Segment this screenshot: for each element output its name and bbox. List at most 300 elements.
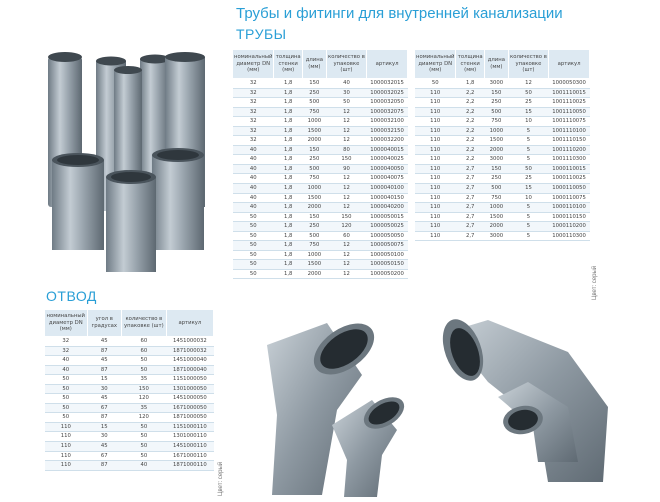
table-cell: 2,2 xyxy=(456,145,484,155)
table-cell: 2,2 xyxy=(456,117,484,127)
table-cell: 1000 xyxy=(484,126,508,136)
elbows-table xyxy=(44,309,214,471)
table-cell: 50 xyxy=(121,422,166,432)
table-row xyxy=(415,155,590,165)
table-row xyxy=(415,184,590,194)
table-cell: 50 xyxy=(415,79,456,89)
table-cell: 110 xyxy=(45,442,88,452)
table-cell: 110 xyxy=(415,88,456,98)
table-row xyxy=(45,432,214,442)
table-cell: 45 xyxy=(87,394,121,404)
elbows-heading: ОТВОД xyxy=(46,288,97,304)
table-cell: 150 xyxy=(326,212,366,222)
table-cell: 50 xyxy=(233,250,274,260)
table-row xyxy=(415,98,590,108)
table-row xyxy=(45,422,214,432)
table-cell: 1,8 xyxy=(274,212,302,222)
table-row xyxy=(415,164,590,174)
table-cell: 50 xyxy=(121,442,166,452)
table-cell: 32 xyxy=(233,136,274,146)
table-cell: 5 xyxy=(508,145,548,155)
table-row xyxy=(233,203,408,213)
table-row xyxy=(415,126,590,136)
table-cell: 250 xyxy=(484,98,508,108)
table-row xyxy=(233,231,408,241)
table-cell: 110 xyxy=(415,174,456,184)
table-cell: 30 xyxy=(326,88,366,98)
table-cell: 2000 xyxy=(302,203,326,213)
table-cell: 35 xyxy=(121,375,166,385)
table-cell: 1,8 xyxy=(274,250,302,260)
table-cell: 1000050100 xyxy=(367,250,408,260)
table-cell: 10 xyxy=(508,193,548,203)
table-row xyxy=(233,155,408,165)
table-cell: 150 xyxy=(302,212,326,222)
table-row xyxy=(233,126,408,136)
table-cell: 1,8 xyxy=(274,260,302,270)
table-cell: 2,7 xyxy=(456,184,484,194)
table-cell: 12 xyxy=(326,193,366,203)
column-header: артикул xyxy=(367,50,408,79)
table-cell: 50 xyxy=(233,231,274,241)
table-cell: 87 xyxy=(87,365,121,375)
table-cell: 110 xyxy=(415,107,456,117)
table-row xyxy=(233,136,408,146)
table-cell: 32 xyxy=(45,337,88,347)
table-cell: 1000032050 xyxy=(367,98,408,108)
table-row xyxy=(415,136,590,146)
column-header: артикул xyxy=(166,310,213,337)
table-cell: 110 xyxy=(45,461,88,471)
table-cell: 32 xyxy=(233,117,274,127)
pipes-heading: ТРУБЫ xyxy=(236,26,287,42)
table-row xyxy=(233,174,408,184)
table-cell: 1000040200 xyxy=(367,203,408,213)
table-cell: 1,8 xyxy=(274,136,302,146)
table-cell: 1500 xyxy=(302,260,326,270)
table-cell: 50 xyxy=(45,403,88,413)
table-cell: 12 xyxy=(326,203,366,213)
table-cell: 2,7 xyxy=(456,164,484,174)
table-row xyxy=(415,79,590,89)
table-cell: 40 xyxy=(326,79,366,89)
table-cell: 1500 xyxy=(302,193,326,203)
table-cell: 1,8 xyxy=(274,241,302,251)
table-cell: 3000 xyxy=(484,155,508,165)
table-cell: 12 xyxy=(326,107,366,117)
table-cell: 1000110100 xyxy=(549,203,590,213)
table-cell: 32 xyxy=(233,98,274,108)
table-cell: 2,2 xyxy=(456,155,484,165)
table-cell: 80 xyxy=(326,145,366,155)
table-cell: 750 xyxy=(302,174,326,184)
table-row xyxy=(233,145,408,155)
column-header: длина (мм) xyxy=(484,50,508,79)
table-cell: 1000050150 xyxy=(367,260,408,270)
table-cell: 50 xyxy=(45,384,88,394)
table-cell: 32 xyxy=(233,107,274,117)
table-cell: 150 xyxy=(484,88,508,98)
table-cell: 45 xyxy=(87,442,121,452)
table-row xyxy=(45,442,214,452)
table-cell: 250 xyxy=(302,88,326,98)
table-cell: 12 xyxy=(326,174,366,184)
table-cell: 32 xyxy=(233,79,274,89)
table-row xyxy=(45,413,214,423)
table-row xyxy=(233,88,408,98)
table-cell: 1301000110 xyxy=(166,432,213,442)
table-cell: 750 xyxy=(484,117,508,127)
table-cell: 110 xyxy=(45,451,88,461)
column-header: толщина стенки (мм) xyxy=(456,50,484,79)
table-header-row xyxy=(45,310,214,337)
table-cell: 1000032100 xyxy=(367,117,408,127)
table-cell: 1001110300 xyxy=(549,155,590,165)
table-cell: 1151000050 xyxy=(166,375,213,385)
table-cell: 1,8 xyxy=(274,184,302,194)
table-row xyxy=(233,250,408,260)
table-row xyxy=(415,222,590,232)
table-cell: 1,8 xyxy=(456,79,484,89)
table-cell: 87 xyxy=(87,346,121,356)
table-cell: 12 xyxy=(326,260,366,270)
table-row xyxy=(233,79,408,89)
table-cell: 1000 xyxy=(302,184,326,194)
table-cell: 1000050300 xyxy=(549,79,590,89)
table-cell: 1001110200 xyxy=(549,145,590,155)
table-row xyxy=(233,164,408,174)
table-cell: 500 xyxy=(302,164,326,174)
table-cell: 2,7 xyxy=(456,222,484,232)
table-cell: 1871000050 xyxy=(166,413,213,423)
table-cell: 2000 xyxy=(302,269,326,279)
table-row xyxy=(415,193,590,203)
table-cell: 1000110015 xyxy=(549,164,590,174)
table-cell: 1451000032 xyxy=(166,337,213,347)
pipes-table-2 xyxy=(414,49,590,241)
table-cell: 40 xyxy=(121,461,166,471)
table-cell: 2,7 xyxy=(456,203,484,213)
table-cell: 750 xyxy=(302,241,326,251)
table-cell: 12 xyxy=(326,269,366,279)
table-cell: 40 xyxy=(233,203,274,213)
table-row xyxy=(233,212,408,222)
table-cell: 1151000110 xyxy=(166,422,213,432)
table-cell: 50 xyxy=(121,432,166,442)
table-cell: 1000032200 xyxy=(367,136,408,146)
table-row xyxy=(45,375,214,385)
table-cell: 750 xyxy=(302,107,326,117)
table-cell: 50 xyxy=(233,241,274,251)
table-cell: 1871000040 xyxy=(166,365,213,375)
elbows-color-note: Цвет: серый xyxy=(218,461,224,496)
table-cell: 67 xyxy=(87,451,121,461)
table-cell: 110 xyxy=(415,117,456,127)
column-header: номинальный диаметр DN (мм) xyxy=(233,50,274,79)
table-cell: 50 xyxy=(508,88,548,98)
table-cell: 12 xyxy=(326,250,366,260)
table-cell: 1001110075 xyxy=(549,117,590,127)
table-cell: 1000050015 xyxy=(367,212,408,222)
table-cell: 1001110100 xyxy=(549,126,590,136)
table-row xyxy=(45,346,214,356)
table-cell: 1,8 xyxy=(274,222,302,232)
table-cell: 50 xyxy=(508,164,548,174)
table-cell: 87 xyxy=(87,413,121,423)
elbow-45-photo xyxy=(232,305,422,497)
table-cell: 120 xyxy=(326,222,366,232)
table-cell: 5 xyxy=(508,231,548,241)
table-cell: 1,8 xyxy=(274,155,302,165)
table-cell: 1000040025 xyxy=(367,155,408,165)
table-cell: 1500 xyxy=(484,136,508,146)
table-cell: 1000050050 xyxy=(367,231,408,241)
table-cell: 2000 xyxy=(302,136,326,146)
table-row xyxy=(233,107,408,117)
table-cell: 50 xyxy=(233,269,274,279)
table-row xyxy=(415,212,590,222)
table-cell: 50 xyxy=(233,212,274,222)
table-cell: 40 xyxy=(233,184,274,194)
table-cell: 1000110300 xyxy=(549,231,590,241)
table-row xyxy=(415,88,590,98)
table-cell: 2,2 xyxy=(456,136,484,146)
table-cell: 1451000050 xyxy=(166,394,213,404)
table-cell: 15 xyxy=(508,107,548,117)
page-title: Трубы и фитинги для внутренней канализации xyxy=(236,5,563,22)
table-cell: 87 xyxy=(87,461,121,471)
table-cell: 1451000110 xyxy=(166,442,213,452)
table-cell: 10 xyxy=(508,117,548,127)
table-cell: 12 xyxy=(326,241,366,251)
table-row xyxy=(45,356,214,366)
table-cell: 110 xyxy=(415,222,456,232)
table-row xyxy=(45,384,214,394)
table-cell: 30 xyxy=(87,384,121,394)
table-cell: 150 xyxy=(121,384,166,394)
table-cell: 1,8 xyxy=(274,107,302,117)
table-cell: 12 xyxy=(326,126,366,136)
table-cell: 120 xyxy=(121,413,166,423)
table-row xyxy=(45,394,214,404)
table-cell: 3000 xyxy=(484,231,508,241)
table-cell: 1000032075 xyxy=(367,107,408,117)
table-cell: 1000040075 xyxy=(367,174,408,184)
table-row xyxy=(415,117,590,127)
table-cell: 1000 xyxy=(484,203,508,213)
column-header: номинальный диаметр DN (мм) xyxy=(415,50,456,79)
table-cell: 50 xyxy=(45,375,88,385)
table-cell: 1,8 xyxy=(274,88,302,98)
table-cell: 50 xyxy=(326,98,366,108)
table-cell: 1000040015 xyxy=(367,145,408,155)
table-cell: 60 xyxy=(326,231,366,241)
table-cell: 1,8 xyxy=(274,174,302,184)
table-cell: 2000 xyxy=(484,222,508,232)
table-cell: 32 xyxy=(45,346,88,356)
table-cell: 30 xyxy=(87,432,121,442)
table-cell: 32 xyxy=(233,88,274,98)
table-row xyxy=(233,260,408,270)
table-cell: 250 xyxy=(302,222,326,232)
table-cell: 2,7 xyxy=(456,231,484,241)
table-cell: 1000110025 xyxy=(549,174,590,184)
table-cell: 40 xyxy=(233,145,274,155)
table-cell: 1001110150 xyxy=(549,136,590,146)
table-cell: 110 xyxy=(415,212,456,222)
table-cell: 2,2 xyxy=(456,88,484,98)
table-cell: 110 xyxy=(415,203,456,213)
table-cell: 1000110150 xyxy=(549,212,590,222)
table-cell: 1000050200 xyxy=(367,269,408,279)
table-cell: 110 xyxy=(415,155,456,165)
table-row xyxy=(233,241,408,251)
table-cell: 2,2 xyxy=(456,107,484,117)
table-cell: 110 xyxy=(415,193,456,203)
table-cell: 12 xyxy=(508,79,548,89)
table-cell: 1671000050 xyxy=(166,403,213,413)
column-header: длина (мм) xyxy=(302,50,326,79)
table-cell: 12 xyxy=(326,117,366,127)
table-cell: 50 xyxy=(233,222,274,232)
table-cell: 250 xyxy=(302,155,326,165)
table-cell: 150 xyxy=(302,79,326,89)
table-row xyxy=(233,222,408,232)
table-cell: 1,8 xyxy=(274,79,302,89)
table-row xyxy=(415,231,590,241)
column-header: номинальный диаметр DN (мм) xyxy=(45,310,88,337)
table-cell: 5 xyxy=(508,222,548,232)
table-cell: 35 xyxy=(121,403,166,413)
table-cell: 25 xyxy=(508,174,548,184)
table-cell: 25 xyxy=(508,98,548,108)
table-row xyxy=(415,174,590,184)
table-cell: 500 xyxy=(484,184,508,194)
table-cell: 45 xyxy=(87,356,121,366)
table-cell: 1871000032 xyxy=(166,346,213,356)
table-cell: 1,8 xyxy=(274,145,302,155)
table-cell: 150 xyxy=(326,155,366,165)
table-cell: 2,7 xyxy=(456,174,484,184)
table-cell: 1000040150 xyxy=(367,193,408,203)
table-cell: 110 xyxy=(415,136,456,146)
table-cell: 5 xyxy=(508,126,548,136)
table-cell: 5 xyxy=(508,203,548,213)
column-header: толщина стенки (мм) xyxy=(274,50,302,79)
table-cell: 1451000040 xyxy=(166,356,213,366)
table-cell: 1000040050 xyxy=(367,164,408,174)
table-row xyxy=(415,203,590,213)
column-header: артикул xyxy=(549,50,590,79)
table-cell: 40 xyxy=(233,174,274,184)
table-cell: 2000 xyxy=(484,145,508,155)
table-cell: 1000110050 xyxy=(549,184,590,194)
table-cell: 12 xyxy=(326,184,366,194)
column-header: количество в упаковке (шт) xyxy=(326,50,366,79)
table-row xyxy=(415,145,590,155)
table-cell: 1001110025 xyxy=(549,98,590,108)
table-row xyxy=(45,451,214,461)
table-cell: 50 xyxy=(45,413,88,423)
pipes-table-1 xyxy=(232,49,408,279)
table-row xyxy=(45,461,214,471)
table-cell: 500 xyxy=(484,107,508,117)
table-cell: 1,8 xyxy=(274,193,302,203)
table-header-row xyxy=(233,50,408,79)
table-cell: 1500 xyxy=(484,212,508,222)
table-cell: 120 xyxy=(121,394,166,404)
table-row xyxy=(45,403,214,413)
table-cell: 750 xyxy=(484,193,508,203)
table-cell: 40 xyxy=(45,365,88,375)
table-cell: 1671000110 xyxy=(166,451,213,461)
table-row xyxy=(45,365,214,375)
table-cell: 1000050025 xyxy=(367,222,408,232)
table-cell: 1,8 xyxy=(274,269,302,279)
table-cell: 110 xyxy=(45,422,88,432)
column-header: угол в градусах xyxy=(87,310,121,337)
table-cell: 12 xyxy=(326,136,366,146)
table-cell: 1000110075 xyxy=(549,193,590,203)
table-cell: 40 xyxy=(233,164,274,174)
table-cell: 50 xyxy=(121,365,166,375)
table-cell: 15 xyxy=(508,184,548,194)
table-cell: 1000040100 xyxy=(367,184,408,194)
table-cell: 40 xyxy=(233,155,274,165)
table-cell: 50 xyxy=(121,356,166,366)
table-cell: 1000 xyxy=(302,117,326,127)
table-cell: 5 xyxy=(508,212,548,222)
table-cell: 110 xyxy=(415,126,456,136)
pipes-color-note: Цвет: серый xyxy=(592,265,598,300)
table-cell: 90 xyxy=(326,164,366,174)
table-cell: 110 xyxy=(45,432,88,442)
column-header: количество в упаковке (шт) xyxy=(121,310,166,337)
table-row xyxy=(233,117,408,127)
table-cell: 50 xyxy=(233,260,274,270)
table-cell: 1500 xyxy=(302,126,326,136)
table-row xyxy=(233,98,408,108)
table-cell: 15 xyxy=(87,375,121,385)
table-cell: 110 xyxy=(415,98,456,108)
table-cell: 1000050075 xyxy=(367,241,408,251)
table-cell: 5 xyxy=(508,155,548,165)
table-cell: 1,8 xyxy=(274,98,302,108)
table-cell: 45 xyxy=(87,337,121,347)
table-cell: 110 xyxy=(415,164,456,174)
table-cell: 500 xyxy=(302,98,326,108)
table-cell: 2,7 xyxy=(456,193,484,203)
table-cell: 15 xyxy=(87,422,121,432)
table-cell: 1,8 xyxy=(274,231,302,241)
table-cell: 150 xyxy=(484,164,508,174)
table-cell: 3000 xyxy=(484,79,508,89)
table-row xyxy=(415,107,590,117)
table-cell: 50 xyxy=(45,394,88,404)
table-cell: 5 xyxy=(508,136,548,146)
table-cell: 1301000050 xyxy=(166,384,213,394)
table-cell: 32 xyxy=(233,126,274,136)
table-cell: 40 xyxy=(233,193,274,203)
table-cell: 150 xyxy=(302,145,326,155)
table-cell: 1000032025 xyxy=(367,88,408,98)
pipes-photo xyxy=(40,45,216,275)
table-cell: 2,2 xyxy=(456,98,484,108)
table-cell: 67 xyxy=(87,403,121,413)
table-row xyxy=(233,184,408,194)
table-cell: 40 xyxy=(45,356,88,366)
table-cell: 50 xyxy=(121,451,166,461)
